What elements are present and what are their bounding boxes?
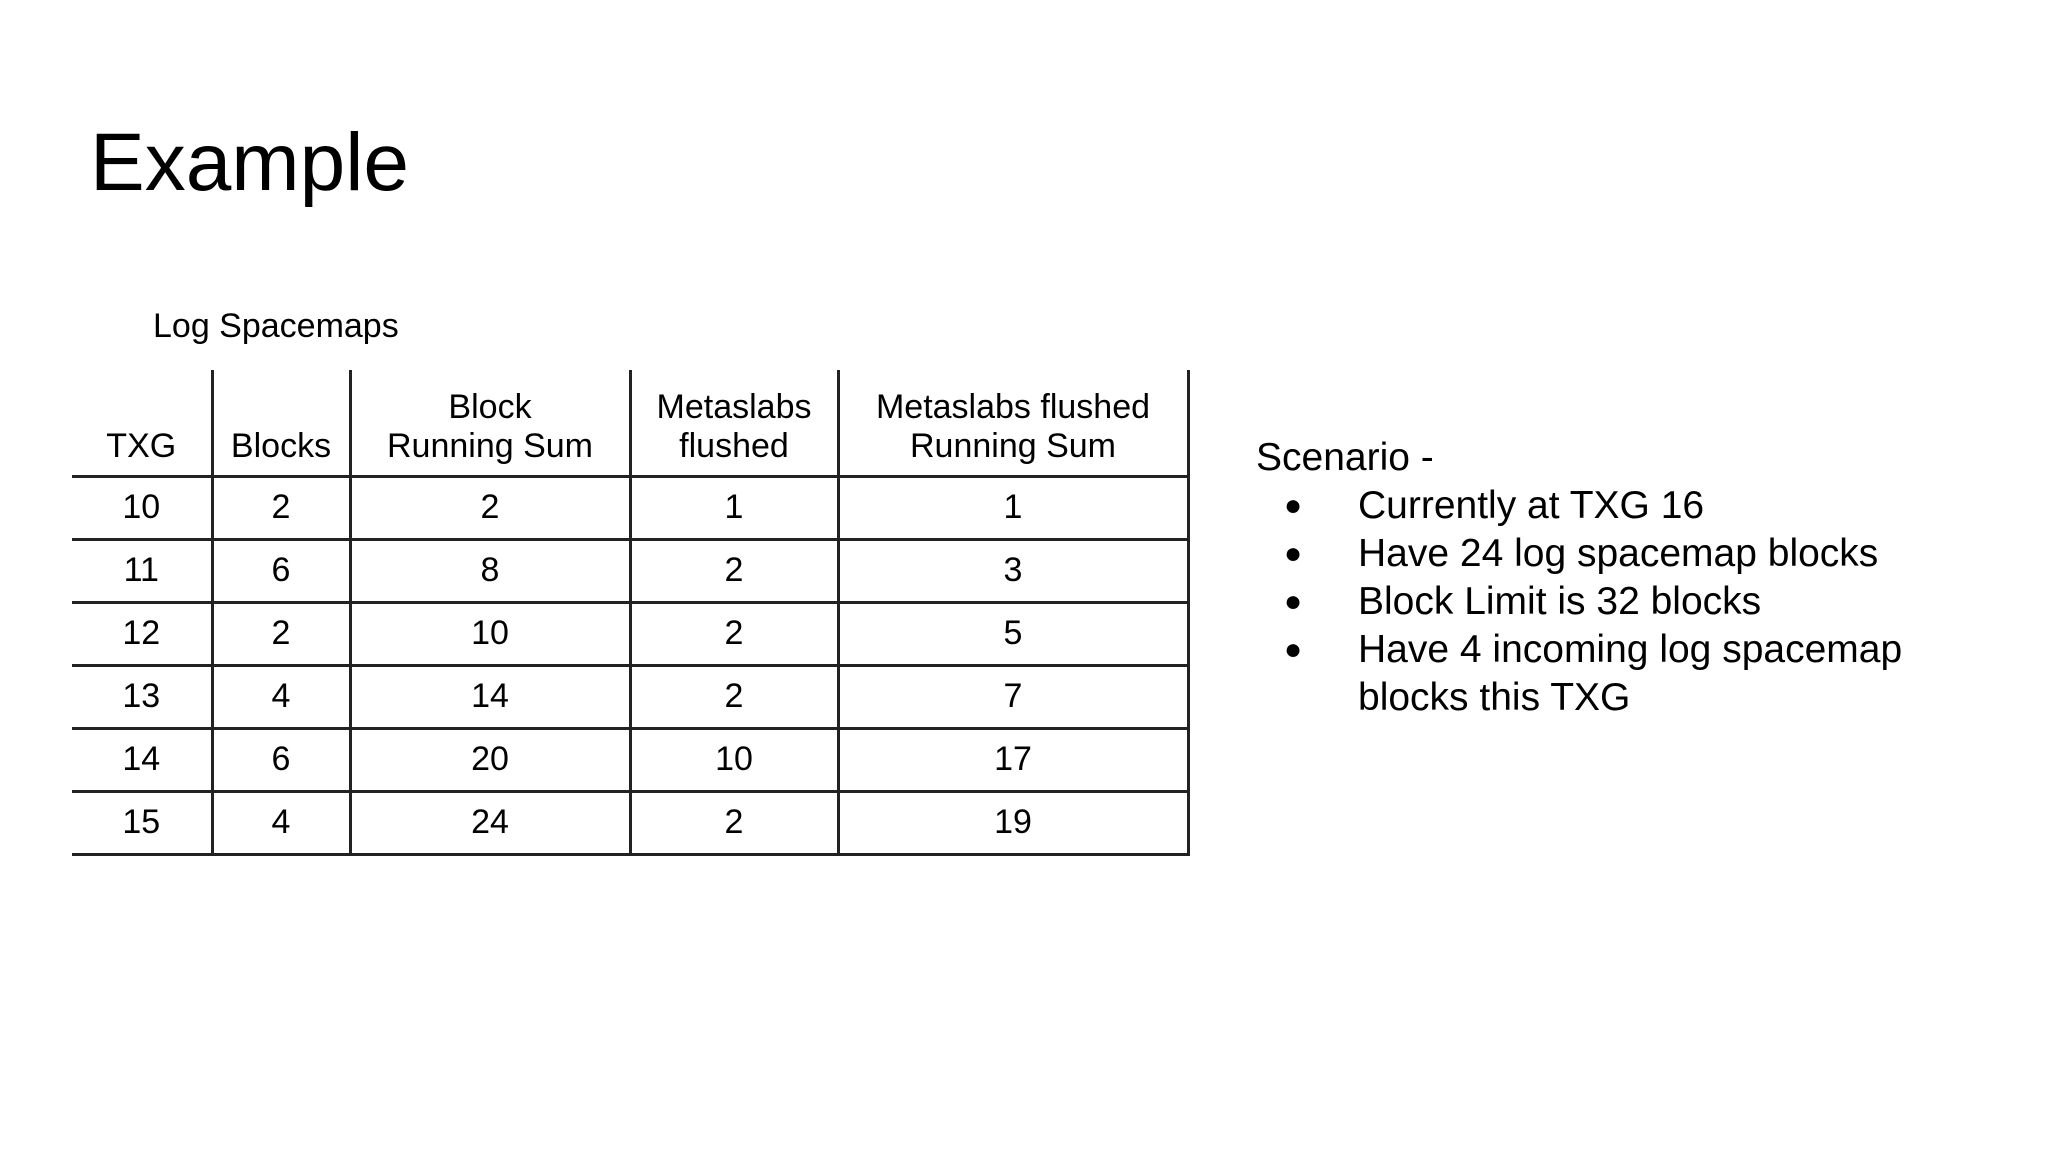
cell-block-running-sum: 20 — [350, 728, 630, 791]
cell-block-running-sum: 2 — [350, 476, 630, 539]
cell-blocks: 6 — [212, 539, 350, 602]
cell-txg: 15 — [72, 791, 212, 854]
cell-block-running-sum: 10 — [350, 602, 630, 665]
log-spacemaps-table — [72, 370, 1190, 856]
table-row — [72, 728, 1188, 791]
cell-block-running-sum: 24 — [350, 791, 630, 854]
header-blocks: Blocks — [212, 370, 350, 476]
cell-metaslabs-running-sum: 19 — [838, 791, 1188, 854]
cell-blocks: 4 — [212, 791, 350, 854]
cell-metaslabs-running-sum: 7 — [838, 665, 1188, 728]
list-item-text: Have 4 incoming log spacemap blocks this TXG — [1358, 628, 1903, 719]
table-row — [72, 476, 1188, 539]
cell-metaslabs-running-sum: 17 — [838, 728, 1188, 791]
list-item — [1256, 530, 1918, 578]
cell-metaslabs-flushed: 2 — [630, 665, 838, 728]
list-item — [1256, 626, 1918, 722]
header-metaslabs-flushed: Metaslabs flushed — [630, 370, 838, 476]
cell-blocks: 6 — [212, 728, 350, 791]
cell-blocks: 2 — [212, 476, 350, 539]
cell-blocks: 4 — [212, 665, 350, 728]
table-row — [72, 791, 1188, 854]
table-row — [72, 539, 1188, 602]
cell-block-running-sum: 14 — [350, 665, 630, 728]
list-item-text: Have 24 log spacemap blocks — [1358, 532, 1879, 575]
scenario-heading: Scenario - — [1256, 436, 1434, 479]
table-row — [72, 602, 1188, 665]
cell-metaslabs-running-sum: 1 — [838, 476, 1188, 539]
cell-metaslabs-flushed: 2 — [630, 539, 838, 602]
bullet-icon: ● — [1284, 633, 1303, 666]
slide-title: Example — [90, 117, 410, 208]
cell-metaslabs-running-sum: 3 — [838, 539, 1188, 602]
header-block-running-sum: Block Running Sum — [350, 370, 630, 476]
table-caption: Log Spacemaps — [153, 307, 399, 345]
bullet-icon: ● — [1284, 585, 1303, 618]
list-item — [1256, 578, 1918, 626]
cell-txg: 12 — [72, 602, 212, 665]
cell-metaslabs-flushed: 2 — [630, 602, 838, 665]
header-metaslabs-flushed-running-sum: Metaslabs flushed Running Sum — [838, 370, 1188, 476]
cell-blocks: 2 — [212, 602, 350, 665]
bullet-icon: ● — [1284, 537, 1303, 570]
cell-txg: 11 — [72, 539, 212, 602]
scenario-panel — [1256, 434, 1918, 722]
table-header-row — [72, 370, 1188, 476]
cell-block-running-sum: 8 — [350, 539, 630, 602]
cell-metaslabs-flushed: 10 — [630, 728, 838, 791]
cell-txg: 13 — [72, 665, 212, 728]
list-item — [1256, 482, 1918, 530]
bullet-icon: ● — [1284, 489, 1303, 522]
cell-metaslabs-flushed: 2 — [630, 791, 838, 854]
table-row — [72, 665, 1188, 728]
header-txg: TXG — [106, 427, 177, 466]
list-item-text: Block Limit is 32 blocks — [1358, 580, 1762, 623]
cell-metaslabs-flushed: 1 — [630, 476, 838, 539]
list-item-text: Currently at TXG 16 — [1358, 484, 1705, 527]
cell-txg: 14 — [72, 728, 212, 791]
cell-txg: 10 — [72, 476, 212, 539]
cell-metaslabs-running-sum: 5 — [838, 602, 1188, 665]
scenario-list — [1256, 482, 1918, 722]
